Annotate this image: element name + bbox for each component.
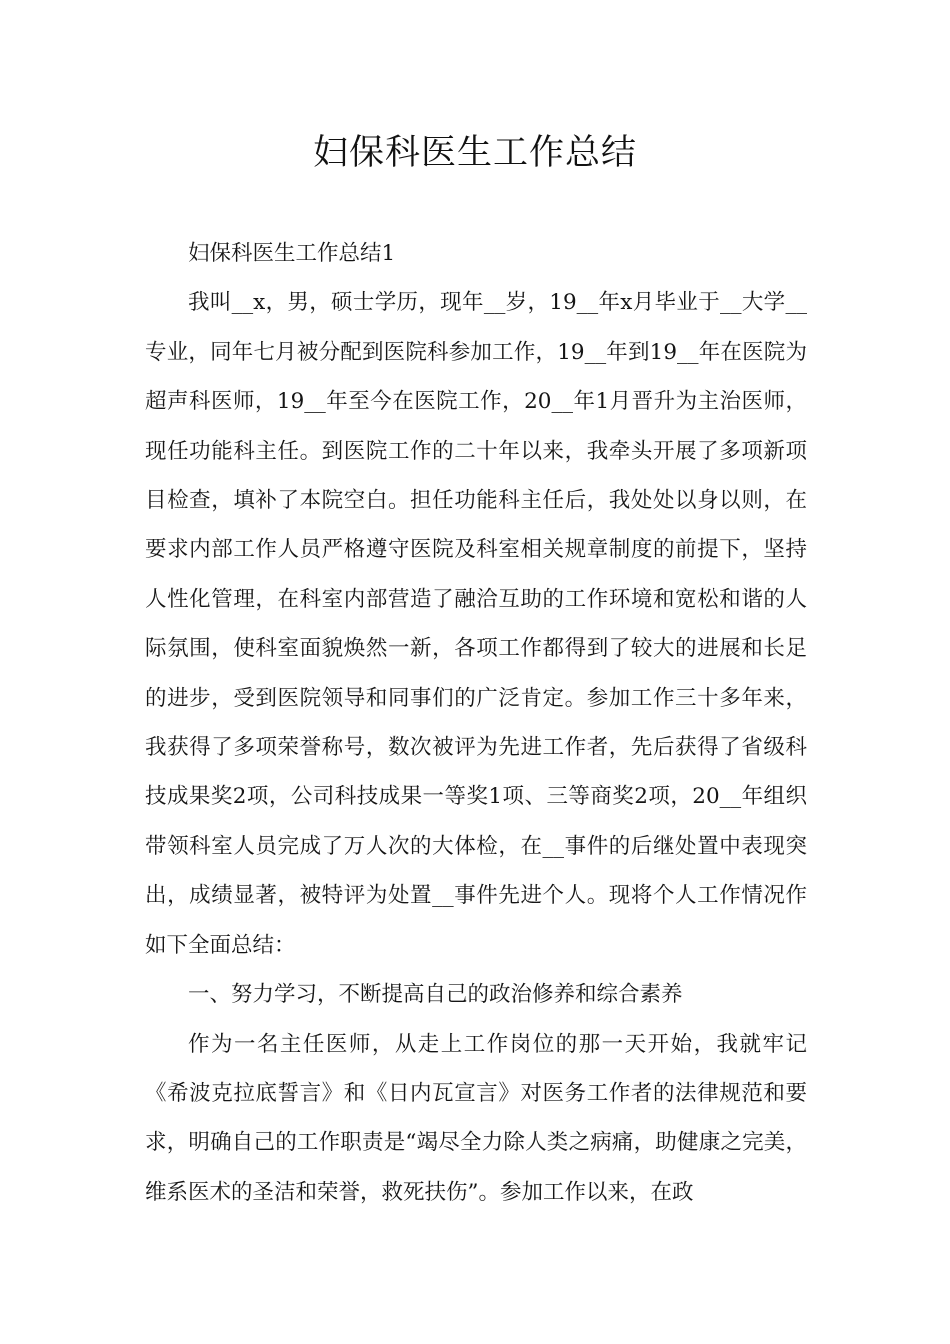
section-heading: 妇保科医生工作总结1 [188, 241, 396, 266]
paragraph-intro: 我叫__x，男，硕士学历，现年__岁，19__年x月毕业于__大学__专业，同年七月被分配到医院科参加工作，19__年到19__年在医院为超声科医师，19__年至今在医院工作，20__年1月晋升为主治医师，现任功能科主任。到医院工作的二十年以来，我牵头开展了多项新项目检查，填补了本院空白。担任功能科主任后，我处处以身以则，在要求内部工作人员严格遵守医院及科室相关规章制度的前提下，坚持人性化管理，在科室内部营造了融洽互助的工作环境和宽松和谐的人际氛围，使科室面貌焕然一新，各项工作都得到了较大的进展和长足的进步，受到医院领导和同事们的广泛肯定。参加工作三十多年来，我获得了多项荣誉称号，数次被评为先进工作者，先后获得了省级科技成果奖2项，公司科技成果一等奖1项、三等商奖2项，20__年组织带领科室人员完成了万人次的大体检，在__事件的后继处置中表现突出，成绩显著，被特评为处置__事件先进个人。现将个人工作情况作如下全面总结： [145, 290, 807, 958]
document-body [145, 229, 807, 1217]
section-heading-one: 一、努力学习，不断提高自己的政治修养和综合素养 [188, 982, 683, 1008]
document-title: 妇保科医生工作总结 [312, 133, 637, 173]
paragraph-section-one: 作为一名主任医师，从走上工作岗位的那一天开始，我就牢记《希波克拉底誓言》和《日内瓦宣言》对医务工作者的法律规范和要求，明确自己的工作职责是“竭尽全力除人类之病痛，助健康之完美，维系医术的圣洁和荣誉，救死扶伤”。参加工作以来，在政 [145, 1031, 807, 1205]
